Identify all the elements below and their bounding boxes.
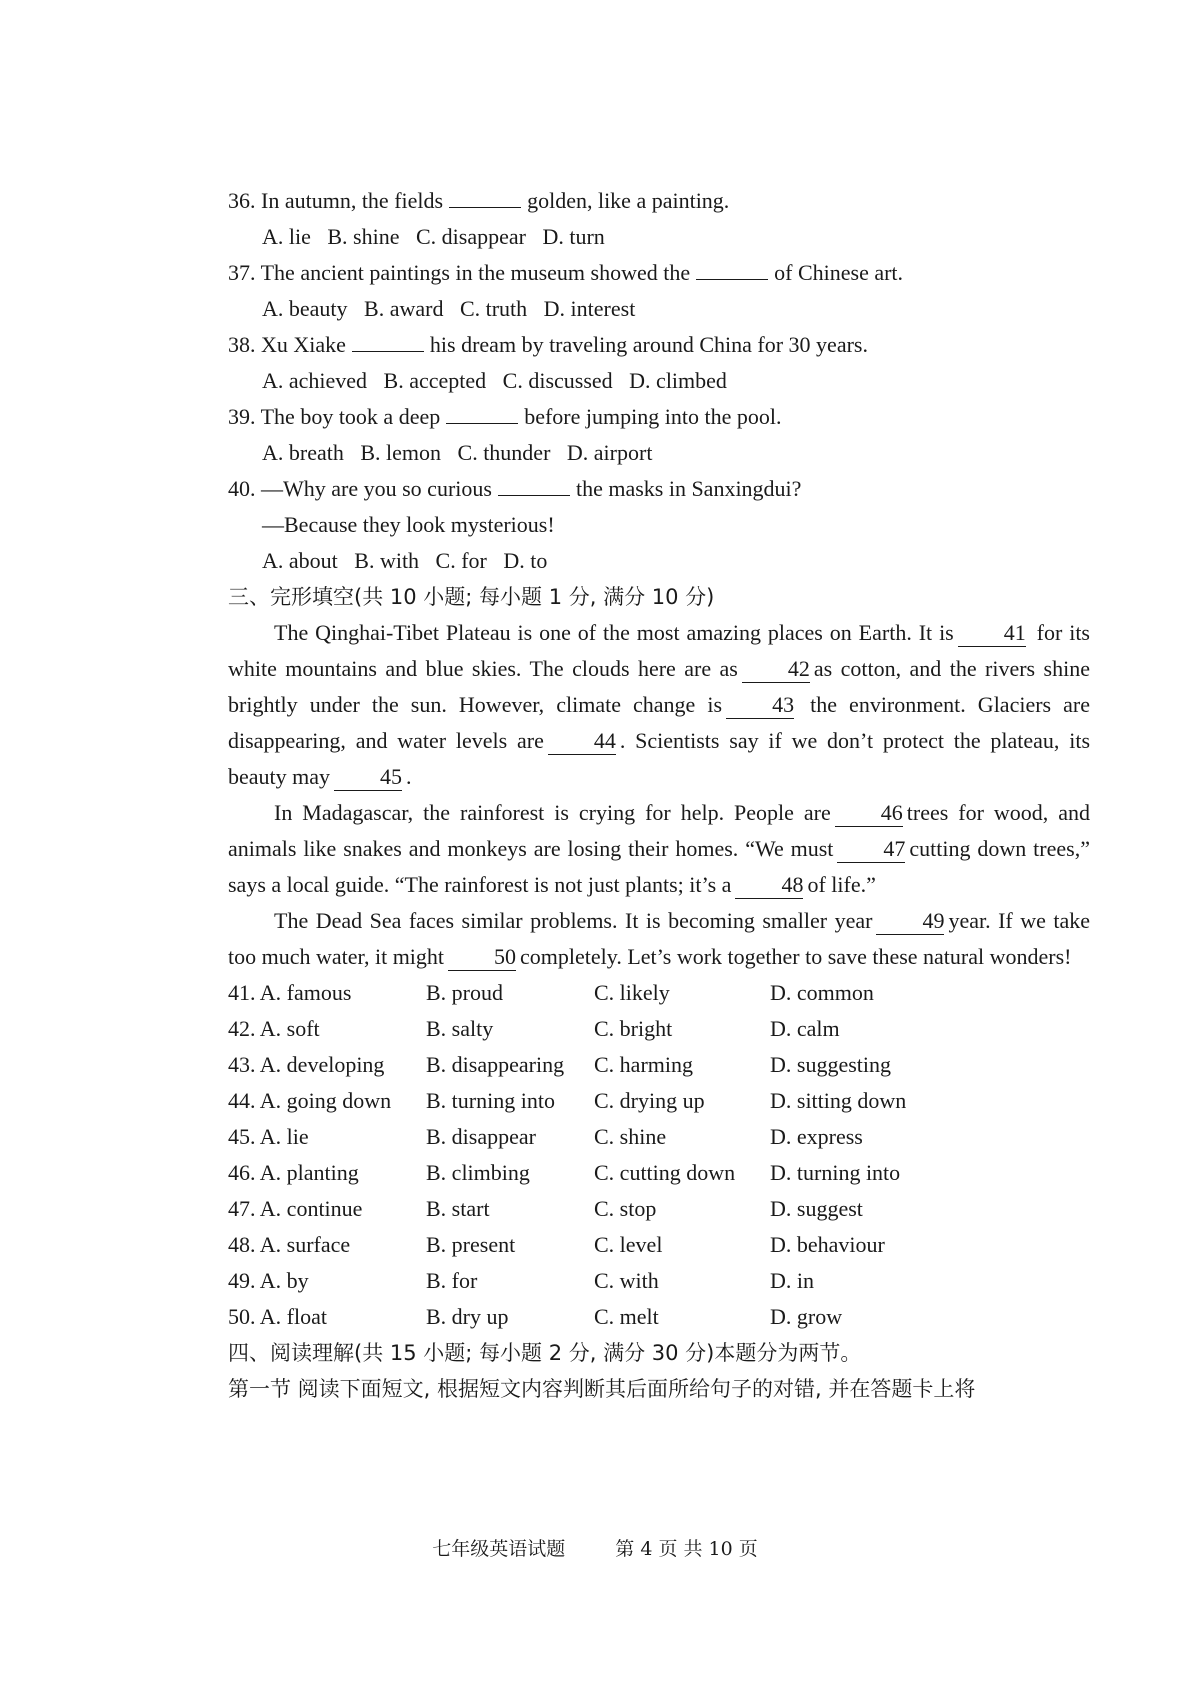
answer-blank	[446, 403, 518, 424]
passage-text: The Qinghai-Tibet Plateau is one of the most amazing places on Earth. It is	[274, 620, 954, 645]
passage-text: cutting down trees,” says a local guide. “The rainforest is not just plants; it’s a	[228, 836, 1090, 897]
cloze-blank-42: 42	[742, 656, 810, 683]
cloze-blank-41: 41	[958, 620, 1026, 647]
option-d: D. suggesting	[770, 1052, 891, 1077]
question-38-options: A. achieved B. accepted C. discussed D. climbed	[262, 368, 727, 393]
option-d: D. turning into	[770, 1160, 901, 1185]
cloze-option-row-49	[228, 1263, 1090, 1299]
passage-text: completely. Let’s work together to save these natural wonders!	[520, 944, 1072, 969]
option-b: B. salty	[426, 1016, 494, 1041]
cloze-blank-46: 46	[835, 800, 903, 827]
question-36-options: A. lie B. shine C. disappear D. turn	[262, 224, 605, 249]
question-text: of Chinese art.	[774, 260, 904, 285]
passage-text: In Madagascar, the rainforest is crying for help. People are	[274, 800, 831, 825]
option-a: 47. A. continue	[228, 1196, 363, 1221]
question-38	[228, 327, 1090, 363]
cloze-option-row-42	[228, 1011, 1090, 1047]
question-37-options: A. beauty B. award C. truth D. interest	[262, 296, 636, 321]
option-a: 44. A. going down	[228, 1088, 392, 1113]
option-c: C. cutting down	[594, 1160, 736, 1185]
passage-text: year. If we take too much water, it might	[228, 908, 1090, 969]
option-b: B. turning into	[426, 1088, 555, 1113]
cloze-paragraph-2	[228, 795, 1090, 903]
option-a: 46. A. planting	[228, 1160, 359, 1185]
option-b: B. present	[426, 1232, 516, 1257]
cloze-option-row-50	[228, 1299, 1090, 1335]
question-40	[228, 471, 1090, 507]
question-39-options: A. breath B. lemon C. thunder D. airport	[262, 440, 653, 465]
option-a: 50. A. float	[228, 1304, 327, 1329]
passage-text: for its white mountains and blue skies. The clouds here are as	[228, 620, 1090, 681]
option-b: B. proud	[426, 980, 503, 1005]
passage-text: of life.”	[807, 872, 876, 897]
cloze-blank-50: 50	[448, 944, 516, 971]
page-footer	[0, 1531, 1190, 1567]
option-d: D. suggest	[770, 1196, 863, 1221]
question-number: 37.	[228, 260, 256, 285]
option-d: D. calm	[770, 1016, 840, 1041]
passage-text: . Scientists say if we don’t protect the plateau, its beauty may	[228, 728, 1091, 789]
passage-text: as cotton, and the rivers shine brightly under the sun. However, climate change is	[228, 656, 1090, 717]
option-b: B. start	[426, 1196, 490, 1221]
question-40-options: A. about B. with C. for D. to	[262, 548, 548, 573]
option-c: C. stop	[594, 1196, 657, 1221]
option-d: D. sitting down	[770, 1088, 907, 1113]
option-b: B. for	[426, 1268, 478, 1293]
option-d: D. in	[770, 1268, 814, 1293]
option-d: D. grow	[770, 1304, 843, 1329]
option-d: D. common	[770, 980, 874, 1005]
option-c: C. drying up	[594, 1088, 705, 1113]
answer-blank	[696, 259, 768, 280]
cloze-option-row-41	[228, 975, 1090, 1011]
option-a: 42. A. soft	[228, 1016, 320, 1041]
option-a: 49. A. by	[228, 1268, 309, 1293]
answer-blank	[498, 475, 570, 496]
passage-text: The Dead Sea faces similar problems. It is becoming smaller year	[274, 908, 873, 933]
option-c: C. bright	[594, 1016, 673, 1041]
cloze-blank-48: 48	[735, 872, 803, 899]
question-36	[228, 183, 1090, 219]
option-b: B. climbing	[426, 1160, 530, 1185]
option-a: 45. A. lie	[228, 1124, 309, 1149]
question-text: golden, like a painting.	[527, 188, 730, 213]
question-text: the masks in Sanxingdui?	[575, 476, 802, 501]
cloze-blank-44: 44	[548, 728, 616, 755]
cloze-blank-43: 43	[726, 692, 794, 719]
option-c: C. harming	[594, 1052, 693, 1077]
question-40-reply: —Because they look mysterious!	[262, 512, 555, 537]
question-text: —Why are you so curious	[261, 476, 492, 501]
passage-text: .	[406, 764, 412, 789]
question-text: his dream by traveling around China for 30 years.	[429, 332, 868, 357]
cloze-paragraph-3	[228, 903, 1090, 975]
option-a: 48. A. surface	[228, 1232, 351, 1257]
answer-blank	[449, 187, 521, 208]
cloze-option-row-43	[228, 1047, 1090, 1083]
footer-page-number: 第 4 页 共 10 页	[615, 1538, 758, 1560]
cloze-options-table	[228, 975, 1090, 1335]
passage-text: trees for wood, and animals like snakes and monkeys are losing their homes. “We must	[228, 800, 1090, 861]
option-c: C. level	[594, 1232, 663, 1257]
option-a: 43. A. developing	[228, 1052, 385, 1077]
exam-content	[228, 183, 1090, 1407]
section-4-heading: 四、阅读理解(共 15 小题; 每小题 2 分, 满分 30 分)本题分为两节。	[228, 1341, 862, 1365]
option-d: D. express	[770, 1124, 863, 1149]
question-number: 39.	[228, 404, 256, 429]
cloze-blank-47: 47	[837, 836, 905, 863]
question-number: 38.	[228, 332, 256, 357]
option-c: C. shine	[594, 1124, 667, 1149]
answer-blank	[352, 331, 424, 352]
cloze-blank-49: 49	[876, 908, 944, 935]
cloze-blank-45: 45	[334, 764, 402, 791]
question-number: 40.	[228, 476, 256, 501]
option-b: B. disappear	[426, 1124, 536, 1149]
question-number: 36.	[228, 188, 256, 213]
footer-subject: 七年级英语试题	[432, 1538, 566, 1560]
question-37	[228, 255, 1090, 291]
option-b: B. disappearing	[426, 1052, 565, 1077]
cloze-option-row-44	[228, 1083, 1090, 1119]
question-text: Xu Xiake	[261, 332, 346, 357]
cloze-option-row-45	[228, 1119, 1090, 1155]
section-3-heading: 三、完形填空(共 10 小题; 每小题 1 分, 满分 10 分)	[228, 585, 715, 609]
option-d: D. behaviour	[770, 1232, 885, 1257]
question-39	[228, 399, 1090, 435]
cloze-option-row-48	[228, 1227, 1090, 1263]
option-b: B. dry up	[426, 1304, 509, 1329]
question-text: The ancient paintings in the museum showed the	[260, 260, 691, 285]
question-text: In autumn, the fields	[261, 188, 444, 213]
question-text: The boy took a deep	[260, 404, 441, 429]
cloze-option-row-47	[228, 1191, 1090, 1227]
option-c: C. with	[594, 1268, 659, 1293]
section-4-subheading: 第一节 阅读下面短文, 根据短文内容判断其后面所给句子的对错, 并在答题卡上将	[228, 1377, 976, 1401]
cloze-option-row-46	[228, 1155, 1090, 1191]
passage-text: the environment. Glaciers are disappearing, and water levels are	[228, 692, 1091, 753]
question-text: before jumping into the pool.	[524, 404, 782, 429]
cloze-paragraph-1	[228, 615, 1090, 795]
option-c: C. likely	[594, 980, 670, 1005]
option-a: 41. A. famous	[228, 980, 352, 1005]
option-c: C. melt	[594, 1304, 659, 1329]
